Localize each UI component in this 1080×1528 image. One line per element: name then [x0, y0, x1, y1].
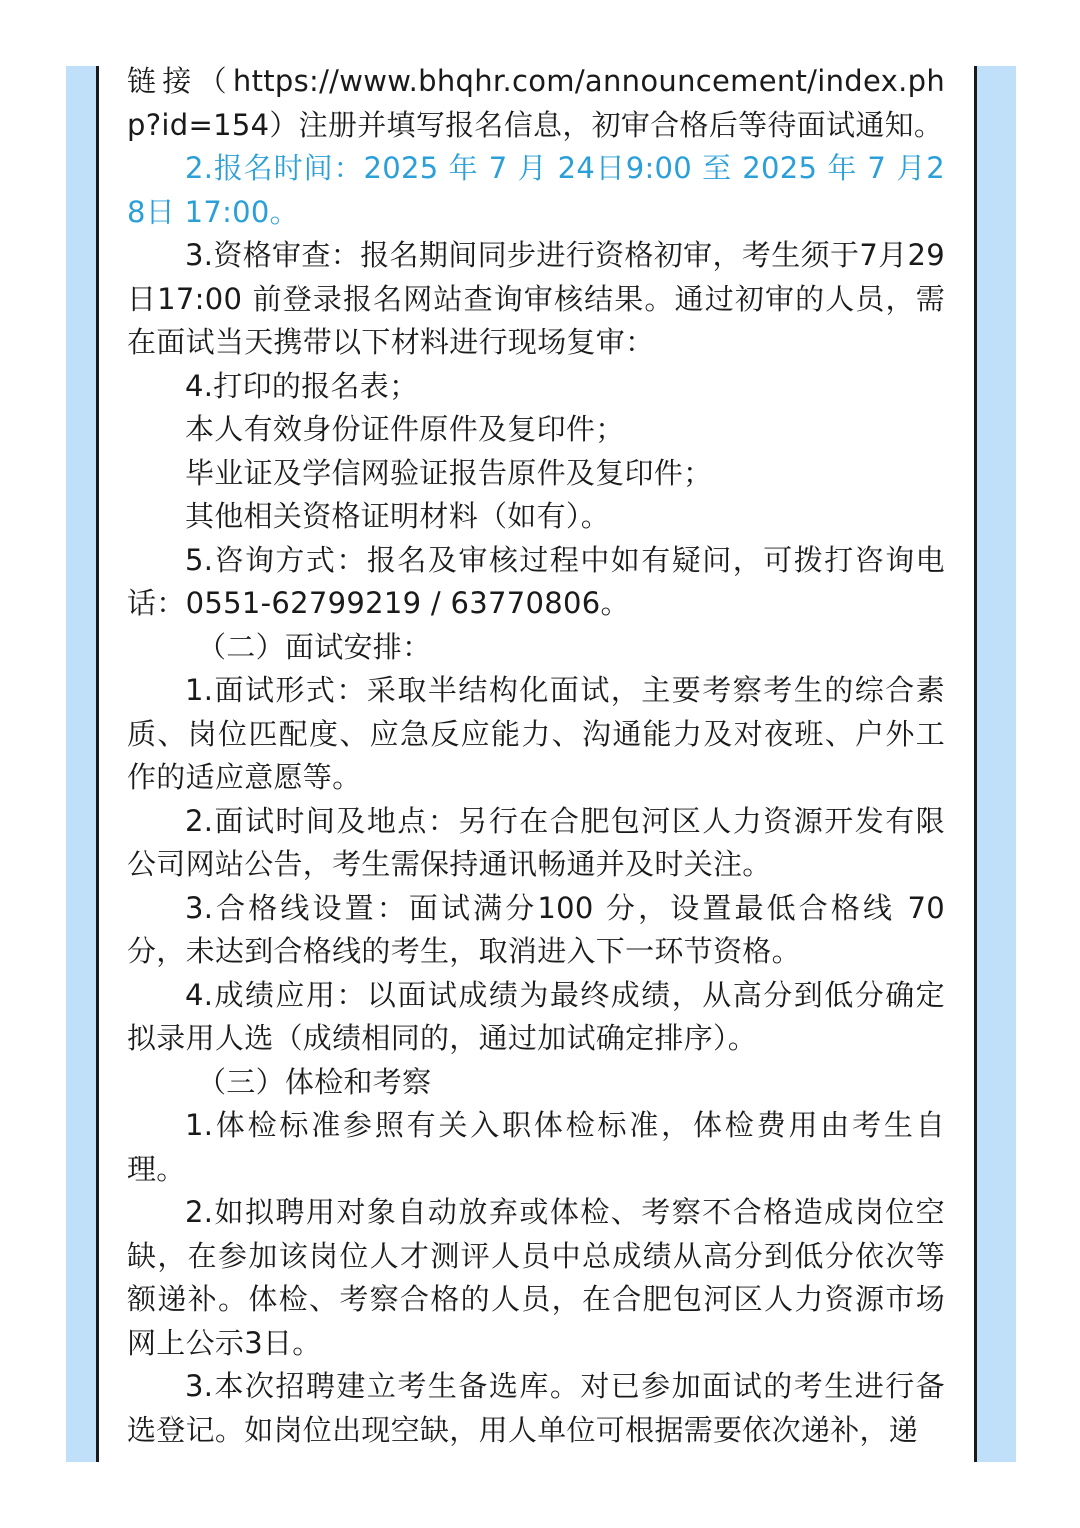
section-heading-interview: （二）面试安排： [197, 629, 432, 664]
qualification-review-paragraph: 3.资格审查：报名期间同步进行资格初审，考生须于7月29日17:00 前登录报名网站查询审核结果。通过初审的人员，需在面试当天携带以下材料进行现场复审： [127, 238, 945, 359]
passing-line-paragraph: 3.合格线设置：面试满分100 分，设置最低合格线 70 分，未达到合格线的考生，取消进入下一环节资格。 [127, 890, 945, 968]
announcement-body [127, 60, 945, 1452]
registration-link-paragraph: 链接（https://www.bhqhr.com/announcement/index.php?id=154）注册并填写报名信息，初审合格后等待面试通知。 [127, 64, 945, 142]
consultation-paragraph: 5.咨询方式：报名及审核过程中如有疑问，可拨打咨询电话：0551-62799219 / 63770806。 [127, 542, 945, 620]
right-decorative-stripe [977, 66, 1016, 1462]
material-item-id-card: 本人有效身份证件原件及复印件； [185, 412, 625, 446]
left-decorative-stripe [66, 66, 96, 1462]
interview-format-paragraph: 1.面试形式：采取半结构化面试，主要考察考生的综合素质、岗位匹配度、应急反应能力、沟通能力及对夜班、户外工作的适应意愿等。 [127, 673, 945, 794]
material-item-other: 其他相关资格证明材料（如有）。 [185, 499, 611, 533]
replacement-paragraph: 2.如拟聘用对象自动放弃或体检、考察不合格造成岗位空缺，在参加该岗位人才测评人员中总成绩从高分到低分依次等额递补。体检、考察合格的人员，在合肥包河区人力资源市场网上公示3日。 [127, 1195, 945, 1360]
section-heading-medical: （三）体检和考察 [197, 1064, 432, 1099]
score-application-paragraph: 4.成绩应用：以面试成绩为最终成绩，从高分到低分确定拟录用人选（成绩相同的，通过加试确定排序）。 [127, 977, 945, 1055]
medical-standard-paragraph: 1.体检标准参照有关入职体检标准，体检费用由考生自理。 [127, 1108, 945, 1186]
material-item-diploma: 毕业证及学信网验证报告原件及复印件； [185, 455, 713, 490]
left-border-line [96, 66, 99, 1462]
candidate-pool-paragraph: 3.本次招聘建立考生备选库。对已参加面试的考生进行备选登记。如岗位出现空缺，用人单位可根据需要依次递补，递 [127, 1369, 945, 1447]
registration-time-paragraph: 2.报名时间：2025 年 7 月 24日9:00 至 2025 年 7 月28日 17:00。 [127, 151, 945, 229]
interview-time-place-paragraph: 2.面试时间及地点：另行在合肥包河区人力资源开发有限公司网站公告，考生需保持通讯畅通并及时关注。 [127, 803, 945, 881]
material-item-registration-form: 4.打印的报名表； [185, 368, 419, 403]
